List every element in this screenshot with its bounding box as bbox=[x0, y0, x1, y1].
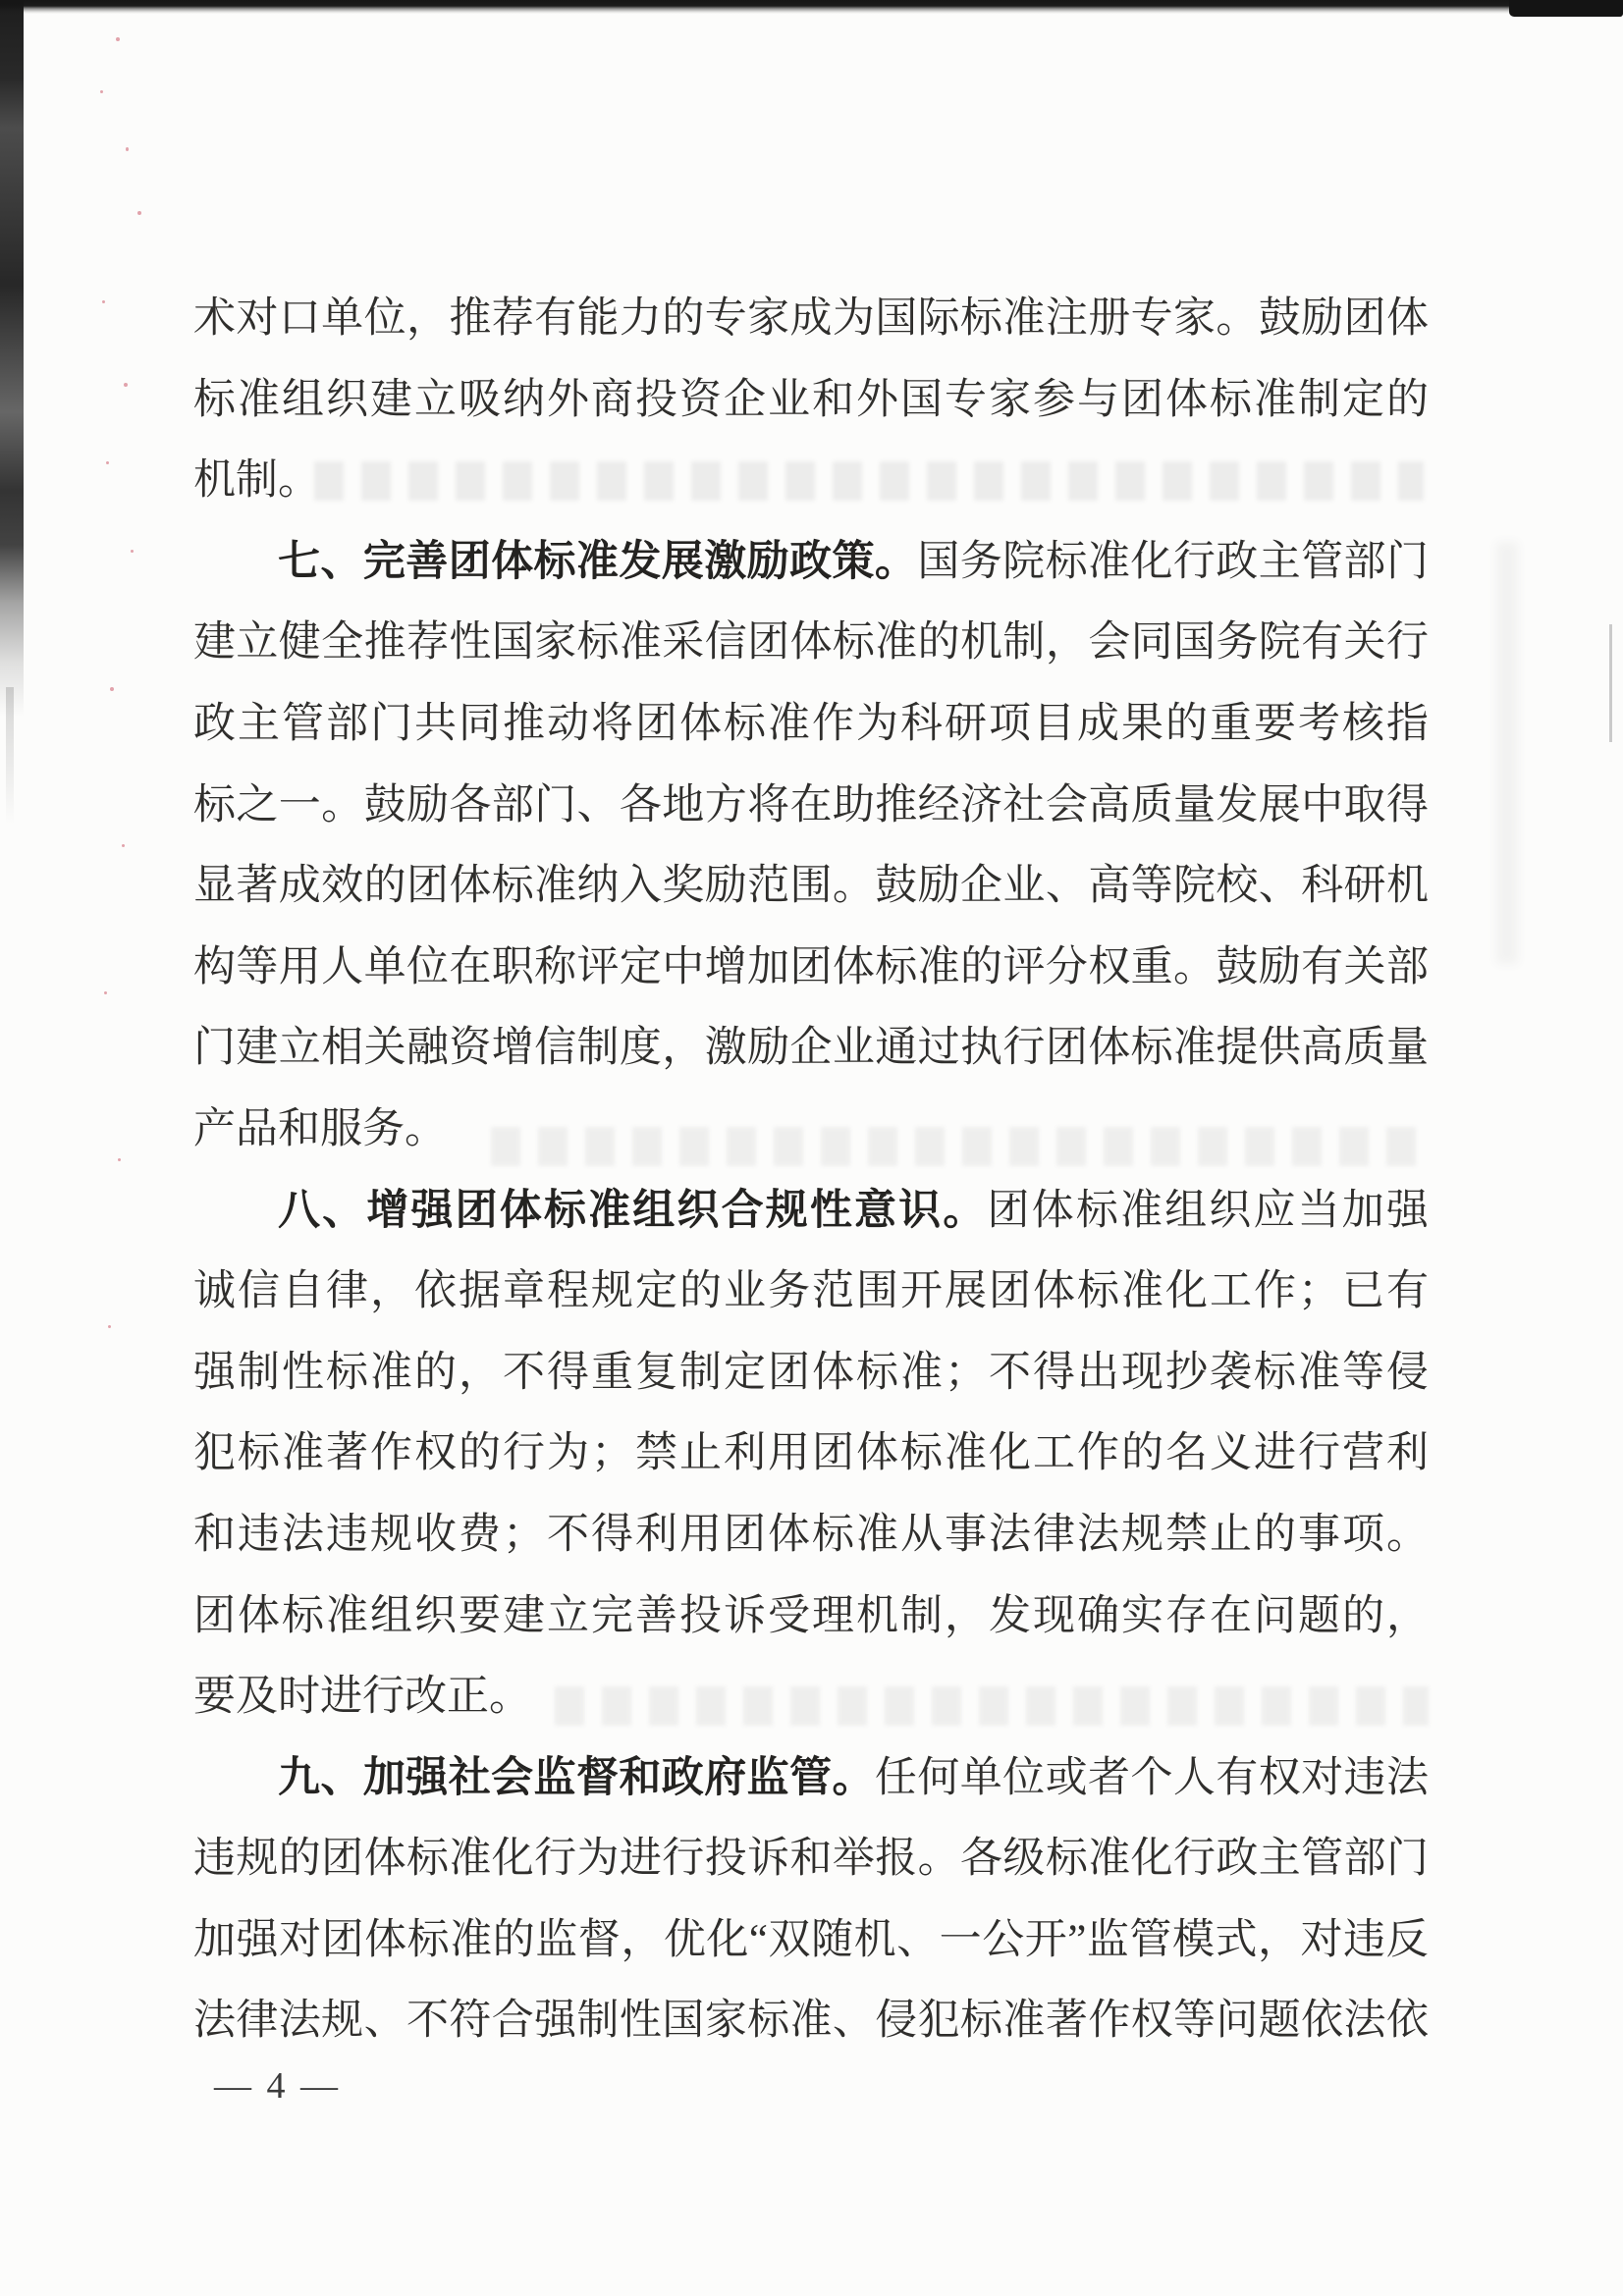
text-line: 诚 信 自 律 ， 依 据 章 程 规 定 的 业 务 范 围 开 展 团 体 标 准 化 工 作 ； 已 有 bbox=[193, 1268, 1429, 1315]
text-line: 构 等 用 人 单 位 在 职 称 评 定 中 增 加 团 体 标 准 的 评 分 权 重 。 鼓 励 有 关 部 bbox=[193, 943, 1429, 990]
scan-speck bbox=[110, 687, 114, 691]
text-line: 产品和服务。 bbox=[193, 1105, 447, 1152]
scan-artifact-right-shadow bbox=[1496, 542, 1518, 964]
text-line: 标 之 一 。 鼓 励 各 部 门 、 各 地 方 将 在 助 推 经 济 社 会 高 质 量 发 展 中 取 得 bbox=[193, 781, 1429, 828]
scan-speck bbox=[122, 844, 125, 847]
scan-speck bbox=[124, 383, 128, 387]
scan-speck bbox=[108, 1325, 111, 1328]
scan-speck bbox=[106, 461, 109, 464]
scan-artifact-right-line bbox=[1609, 624, 1612, 742]
text-line: 标 准 组 织 建 立 吸 纳 外 商 投 资 企 业 和 外 国 专 家 参 与 团 体 标 准 制 定 的 bbox=[193, 376, 1429, 423]
text-line: 门 建 立 相 关 融 资 增 信 制 度 ， 激 励 企 业 通 过 执 行 团 体 标 准 提 供 高 质 量 bbox=[193, 1025, 1429, 1072]
page-number: — 4 — bbox=[214, 2065, 341, 2107]
scan-artifact-top-edge bbox=[0, 0, 1623, 14]
scan-speck bbox=[100, 90, 103, 93]
scan-speck bbox=[131, 550, 134, 553]
text-line: 和 违 法 违 规 收 费 ； 不 得 利 用 团 体 标 准 从 事 法 律 法 规 禁 止 的 事 项 。 bbox=[193, 1511, 1429, 1558]
scan-speck bbox=[102, 300, 105, 303]
scan-speck bbox=[116, 37, 120, 41]
scan-artifact-top-right-corner bbox=[1509, 0, 1623, 17]
text-line: 八 、 增 强 团 体 标 准 组 织 合 规 性 意 识 。 团 体 标 准 组 织 应 当 加 强 bbox=[278, 1187, 1429, 1234]
text-line: 违 规 的 团 体 标 准 化 行 为 进 行 投 诉 和 举 报 。 各 级 标 准 化 行 政 主 管 部 门 bbox=[193, 1836, 1429, 1883]
text-line: 犯 标 准 著 作 权 的 行 为 ； 禁 止 利 用 团 体 标 准 化 工 作 的 名 义 进 行 营 利 bbox=[193, 1430, 1429, 1477]
document-text bbox=[193, 279, 1429, 2062]
scan-artifact-left-edge-tail bbox=[6, 687, 14, 825]
text-line: 术 对 口 单 位 ， 推 荐 有 能 力 的 专 家 成 为 国 际 标 准 注 册 专 家 。 鼓 励 团 体 bbox=[193, 295, 1429, 342]
text-line: 加 强 对 团 体 标 准 的 监 督 ， 优 化 “ 双 随 机 、 一 公 开 ” 监 管 模 式 ， 对 违 反 bbox=[193, 1916, 1429, 1963]
scan-speck bbox=[126, 147, 129, 151]
text-line: 显 著 成 效 的 团 体 标 准 纳 入 奖 励 范 围 。 鼓 励 企 业 、 高 等 院 校 、 科 研 机 bbox=[193, 863, 1429, 910]
scan-speck bbox=[104, 991, 107, 994]
text-line: 要及时进行改正。 bbox=[193, 1674, 531, 1721]
scan-speck bbox=[137, 211, 141, 215]
text-line: 法 律 法 规 、 不 符 合 强 制 性 国 家 标 准 、 侵 犯 标 准 著 作 权 等 问 题 依 法 依 bbox=[193, 1998, 1429, 2045]
scan-speck bbox=[118, 1158, 121, 1161]
text-line: 团 体 标 准 组 织 要 建 立 完 善 投 诉 受 理 机 制 ， 发 现 确 实 存 在 问 题 的 ， bbox=[193, 1592, 1429, 1639]
text-line: 强 制 性 标 准 的 ， 不 得 重 复 制 定 团 体 标 准 ； 不 得 出 现 抄 袭 标 准 等 侵 bbox=[193, 1349, 1429, 1396]
text-line: 政 主 管 部 门 共 同 推 动 将 团 体 标 准 作 为 科 研 项 目 成 果 的 重 要 考 核 指 bbox=[193, 700, 1429, 747]
text-line: 机制。 bbox=[193, 457, 320, 505]
text-line: 七 、 完 善 团 体 标 准 发 展 激 励 政 策 。 国 务 院 标 准 化 行 政 主 管 部 门 bbox=[278, 538, 1429, 585]
text-line: 九 、 加 强 社 会 监 督 和 政 府 监 管 。 任 何 单 位 或 者 个 人 有 权 对 违 法 bbox=[278, 1754, 1429, 1801]
text-line: 建 立 健 全 推 荐 性 国 家 标 准 采 信 团 体 标 准 的 机 制 ， 会 同 国 务 院 有 关 行 bbox=[193, 619, 1429, 667]
scan-artifact-left-edge bbox=[0, 0, 24, 717]
